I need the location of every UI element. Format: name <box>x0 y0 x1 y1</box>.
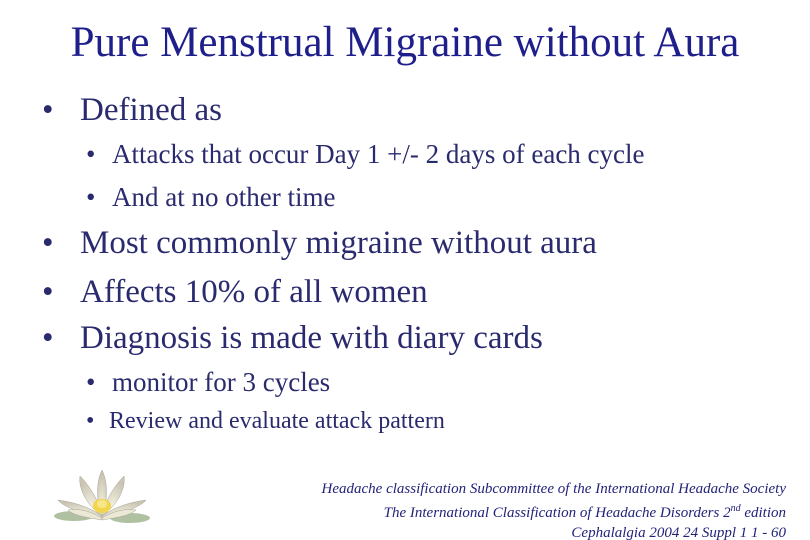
bullet-dot: • <box>86 367 96 397</box>
citation <box>322 479 786 540</box>
bullet-dot: • <box>42 274 54 310</box>
bullet-text: Affects 10% of all women <box>80 274 428 310</box>
bullet-text: Most commonly migraine without aura <box>80 225 597 261</box>
bullet-dot: • <box>86 182 96 212</box>
bullet-text: And at no other time <box>112 182 336 212</box>
citation-line-1: Headache classification Subcommittee of the International Headache Society <box>321 481 786 497</box>
bullet-dot: • <box>42 320 54 356</box>
bullet-text: Defined as <box>80 92 223 128</box>
citation-superscript: nd <box>730 503 741 514</box>
citation-line-3: Cephalalgia 2004 24 Suppl 1 1 - 60 <box>571 525 786 540</box>
slide-title: Pure Menstrual Migraine without Aura <box>70 19 740 66</box>
bullet-dot: • <box>42 92 54 128</box>
bullet-dot: • <box>86 139 96 169</box>
bullet-dot: • <box>86 408 95 434</box>
bullet-text: Attacks that occur Day 1 +/- 2 days of each cycle <box>112 139 645 169</box>
bullet-text: Review and evaluate attack pattern <box>109 408 445 434</box>
citation-line-2-main: The International Classification of Headache Disorders 2 <box>383 505 731 521</box>
citation-line-2 <box>322 499 786 523</box>
lotus-flower-icon <box>52 466 152 530</box>
bullet-dot: • <box>42 225 54 261</box>
bullet-text: Diagnosis is made with diary cards <box>80 320 543 356</box>
citation-line-2-end: edition <box>740 505 786 521</box>
bullet-text: monitor for 3 cycles <box>112 367 331 397</box>
